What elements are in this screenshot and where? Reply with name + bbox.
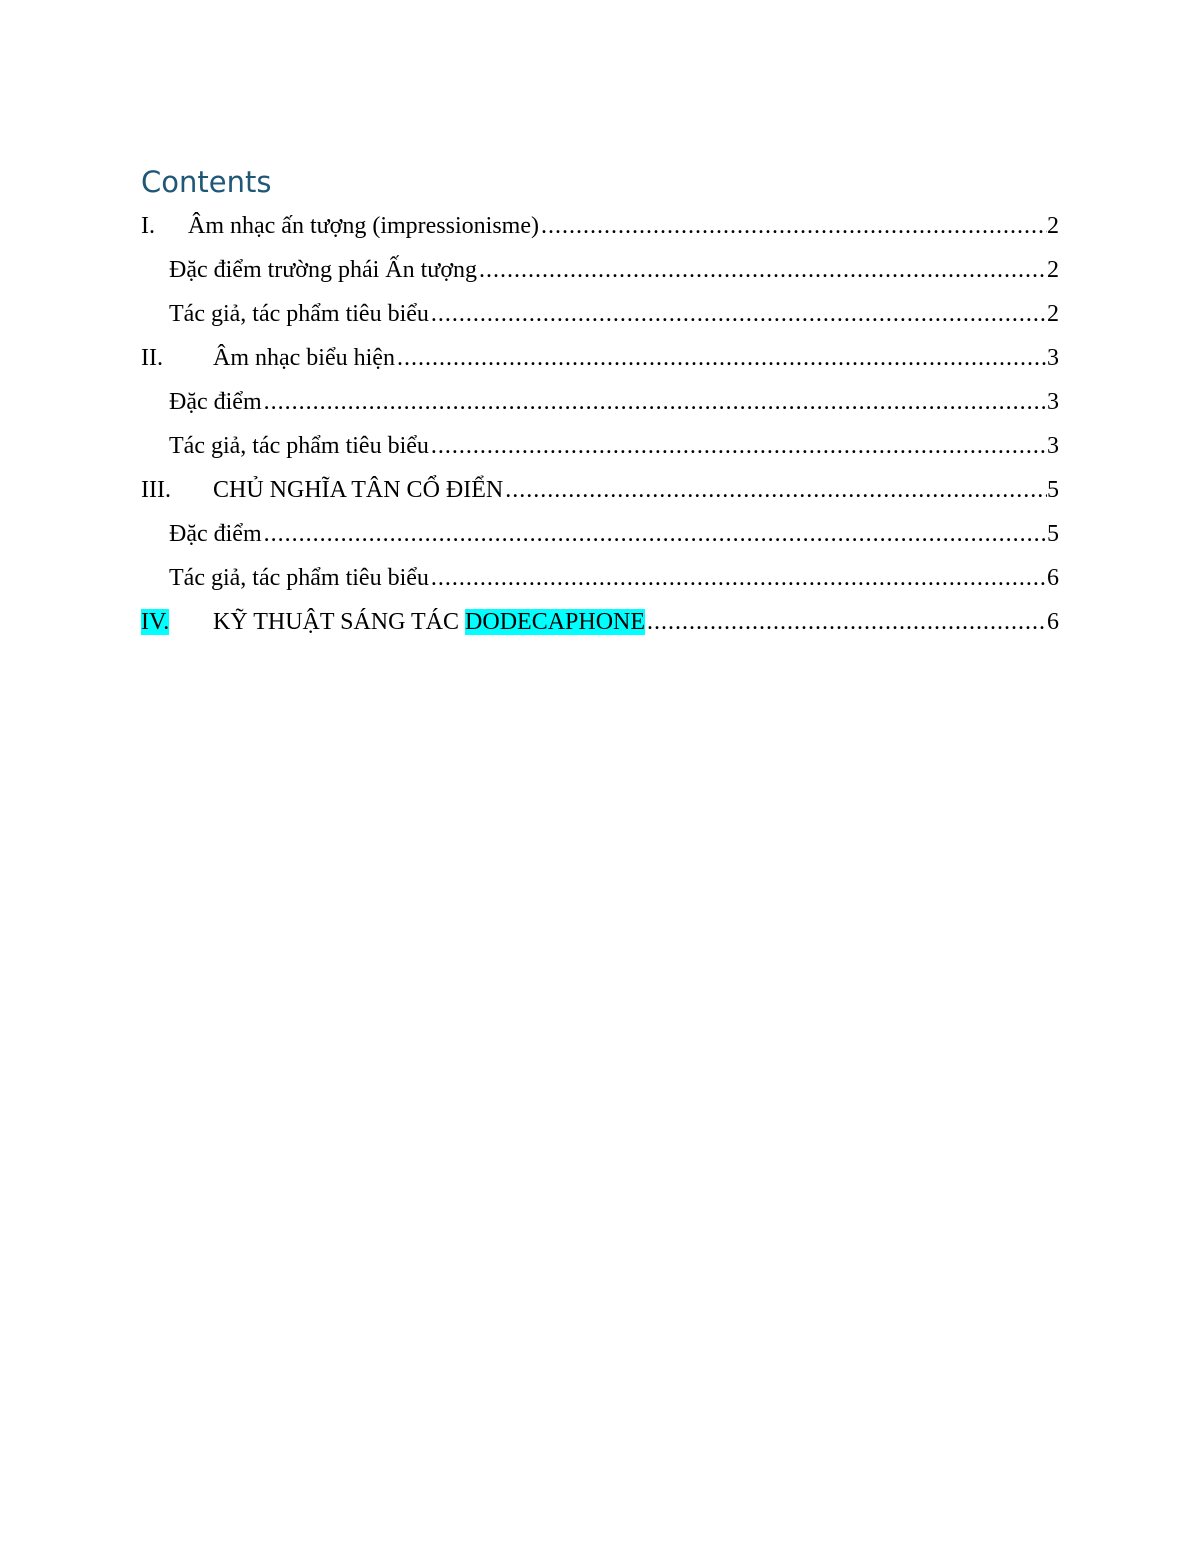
toc-entry-2-1[interactable]	[141, 380, 1059, 424]
toc-entry-3-2[interactable]	[141, 556, 1059, 600]
highlighted-number: IV.	[141, 609, 170, 635]
toc-entry-1[interactable]	[141, 204, 1059, 248]
toc-entry-title: Tác giả, tác phẩm tiêu biểu	[169, 433, 429, 459]
toc-entry-title: CHỦ NGHĨA TÂN CỔ ĐIỂN	[213, 477, 504, 503]
toc-entry-title: Đặc điểm trường phái Ấn tượng	[169, 257, 478, 283]
toc-entry-number: I.	[141, 213, 155, 239]
toc-entry-title: Âm nhạc biểu hiện	[213, 345, 395, 371]
toc-page-number: 6	[1047, 609, 1059, 635]
toc-page-number: 3	[1047, 345, 1059, 371]
toc-entry-number: III.	[141, 477, 171, 503]
toc-dot-leader	[477, 248, 1047, 292]
toc-dot-leader	[539, 204, 1047, 248]
toc-page-number: 2	[1047, 213, 1059, 239]
toc-dot-leader	[429, 424, 1047, 468]
toc-entry-1-1[interactable]	[141, 248, 1059, 292]
toc-page-number: 2	[1047, 301, 1059, 327]
toc-entry-title: Đặc điểm	[169, 521, 262, 547]
table-of-contents	[141, 160, 1059, 644]
toc-page-number: 5	[1047, 521, 1059, 547]
toc-dot-leader	[262, 512, 1047, 556]
toc-entry-3[interactable]	[141, 468, 1059, 512]
toc-page-number: 3	[1047, 433, 1059, 459]
toc-entry-number	[141, 600, 213, 644]
toc-entry-1-2[interactable]	[141, 292, 1059, 336]
toc-entry-2[interactable]	[141, 336, 1059, 380]
toc-page-number: 6	[1047, 565, 1059, 591]
toc-heading: Contents	[141, 165, 272, 199]
toc-dot-leader	[395, 336, 1047, 380]
toc-dot-leader	[645, 600, 1047, 644]
toc-entry-title: Tác giả, tác phẩm tiêu biểu	[169, 301, 429, 327]
toc-entry-4[interactable]	[141, 600, 1059, 644]
toc-entry-title-prefix: KỸ THUẬT SÁNG TÁC	[213, 609, 466, 635]
toc-page-number: 3	[1047, 389, 1059, 415]
toc-entry-3-1[interactable]	[141, 512, 1059, 556]
toc-entry-title	[213, 600, 645, 644]
toc-entry-number: II.	[141, 345, 163, 371]
highlighted-title-word: DODECAPHONE	[465, 609, 646, 635]
toc-page-number: 2	[1047, 257, 1059, 283]
toc-dot-leader	[503, 468, 1047, 512]
toc-entry-title: Đặc điểm	[169, 389, 262, 415]
toc-dot-leader	[429, 556, 1047, 600]
toc-dot-leader	[262, 380, 1047, 424]
toc-entry-title: Âm nhạc ấn tượng (impressionisme)	[188, 213, 539, 239]
toc-entry-2-2[interactable]	[141, 424, 1059, 468]
toc-dot-leader	[429, 292, 1047, 336]
toc-entry-title: Tác giả, tác phẩm tiêu biểu	[169, 565, 429, 591]
toc-page-number: 5	[1047, 477, 1059, 503]
